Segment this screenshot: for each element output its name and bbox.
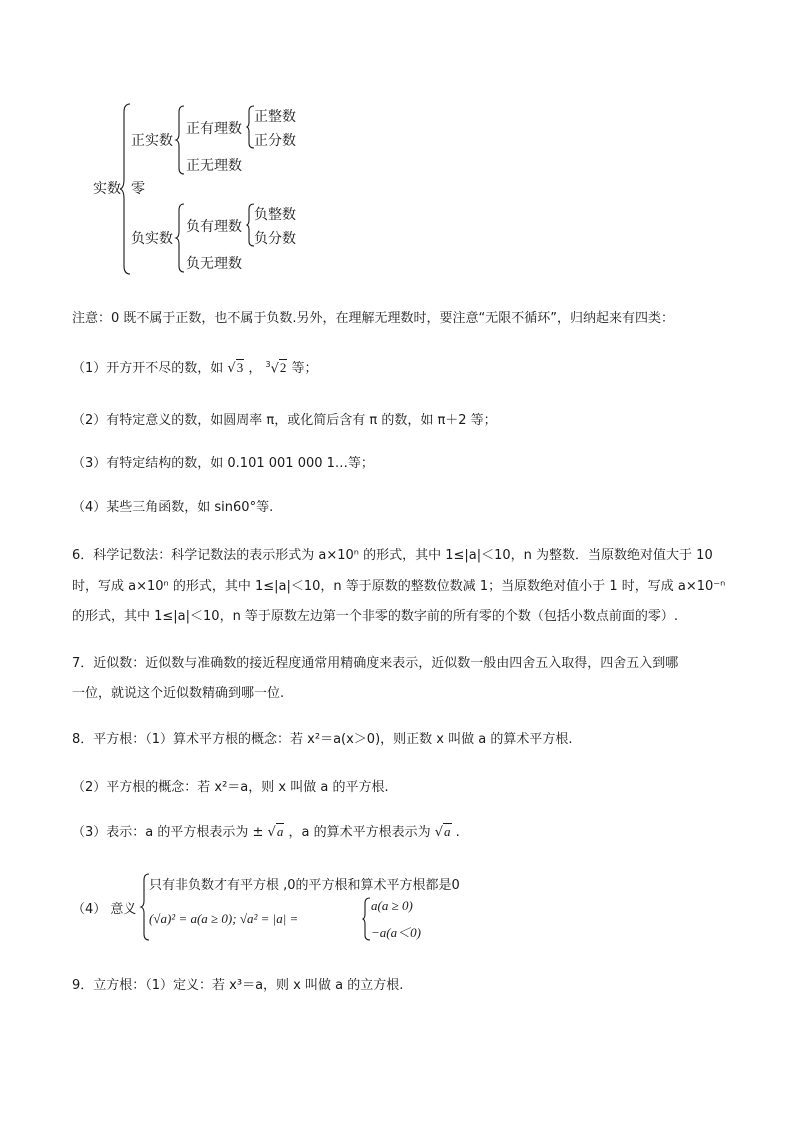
s8-line-3 bbox=[72, 821, 460, 840]
note-item-4: （4）某些三角函数，如 sin60°等. bbox=[72, 500, 274, 515]
neg-real-brace bbox=[176, 204, 186, 272]
tree-neg-fraction: 负分数 bbox=[254, 231, 296, 247]
tree-pos-fraction: 正分数 bbox=[254, 133, 296, 149]
s6-line-2: 时，写成 a×10ⁿ 的形式，其中 1≤|a|＜10，n 等于原数的整数位数减 1；当原数绝对值小于 1 时，写成 a×10⁻ⁿ bbox=[72, 579, 726, 594]
cases-brace bbox=[363, 898, 371, 940]
tree-neg-rational: 负有理数 bbox=[186, 219, 242, 235]
tree-neg-irrational: 负无理数 bbox=[186, 256, 242, 272]
s9-line-1: 9．立方根：（1）定义：若 x³＝a，则 x 叫做 a 的立方根. bbox=[72, 978, 404, 993]
s6-line-1: 6．科学记数法：科学记数法的表示形式为 a×10ⁿ 的形式，其中 1≤|a|＜10，n 为整数．当原数绝对值大于 10 bbox=[72, 548, 713, 563]
s8-line-1: 8．平方根：（1）算术平方根的概念：若 x²＝a(x＞0)，则正数 x 叫做 a 的算术平方根. bbox=[72, 732, 573, 747]
note-item-3: （3）有特定结构的数，如 0.101 001 000 1…等； bbox=[72, 456, 374, 471]
meaning-top: 只有非负数才有平方根 ,0的平方根和算术平方根都是0 bbox=[149, 878, 460, 893]
tree-neg-integer: 负整数 bbox=[254, 207, 296, 223]
note-item-1-end: 等； bbox=[291, 361, 318, 376]
s8-line-3-text-c: . bbox=[455, 825, 460, 840]
note-item-2: （2）有特定意义的数，如圆周率 π，或化简后含有 π 的数，如 π＋2 等； bbox=[72, 413, 497, 428]
meaning-formula: (√a)² = a(a ≥ 0); √a² = |a| = bbox=[149, 911, 299, 926]
sqrt-3: √3 bbox=[227, 360, 244, 376]
tree-pos-real: 正实数 bbox=[131, 133, 173, 149]
note-item-1-text: （1）开方开不尽的数，如 bbox=[72, 361, 224, 376]
s7-line-1: 7．近似数：近似数与准确数的接近程度通常用精确度来表示，近似数一般由四舍五入取得，四舍五入到哪 bbox=[72, 656, 679, 671]
note-item-1 bbox=[72, 357, 318, 376]
sqrt-a-1: √a bbox=[267, 824, 284, 840]
note-item-1-sep: ， bbox=[248, 361, 262, 376]
meaning-label: （4） 意义 bbox=[72, 902, 137, 917]
tree-pos-integer: 正整数 bbox=[254, 109, 296, 125]
s8-line-3-text-b: ，a 的算术平方根表示为 bbox=[288, 825, 431, 840]
tree-pos-irrational: 正无理数 bbox=[186, 158, 242, 174]
cbrt-2: $^3$√2 bbox=[265, 359, 287, 376]
tree-pos-rational: 正有理数 bbox=[186, 121, 242, 137]
s6-line-3: 的形式，其中 1≤|a|＜10，n 等于原数左边第一个非零的数字前的所有零的个数（包括小数点前面的零）. bbox=[72, 609, 679, 624]
s7-line-2: 一位，就说这个近似数精确到哪一位. bbox=[72, 686, 285, 701]
s8-line-3-text-a: （3）表示：a 的平方根表示为 ± bbox=[72, 825, 264, 840]
case-2: −a(a＜0) bbox=[371, 925, 421, 940]
pos-real-brace bbox=[176, 106, 186, 174]
note-paragraph: 注意：0 既不属于正数，也不属于负数.另外，在理解无理数时，要注意“无限不循环”，归纳起来有四类： bbox=[72, 311, 675, 326]
sqrt-a-2: √a bbox=[434, 824, 451, 840]
tree-zero: 零 bbox=[131, 181, 145, 197]
case-1: a(a ≥ 0) bbox=[371, 898, 413, 913]
tree-root: 实数 bbox=[93, 181, 121, 197]
tree-neg-real: 负实数 bbox=[131, 231, 173, 247]
s8-line-2: （2）平方根的概念：若 x²＝a，则 x 叫做 a 的平方根. bbox=[72, 780, 389, 795]
